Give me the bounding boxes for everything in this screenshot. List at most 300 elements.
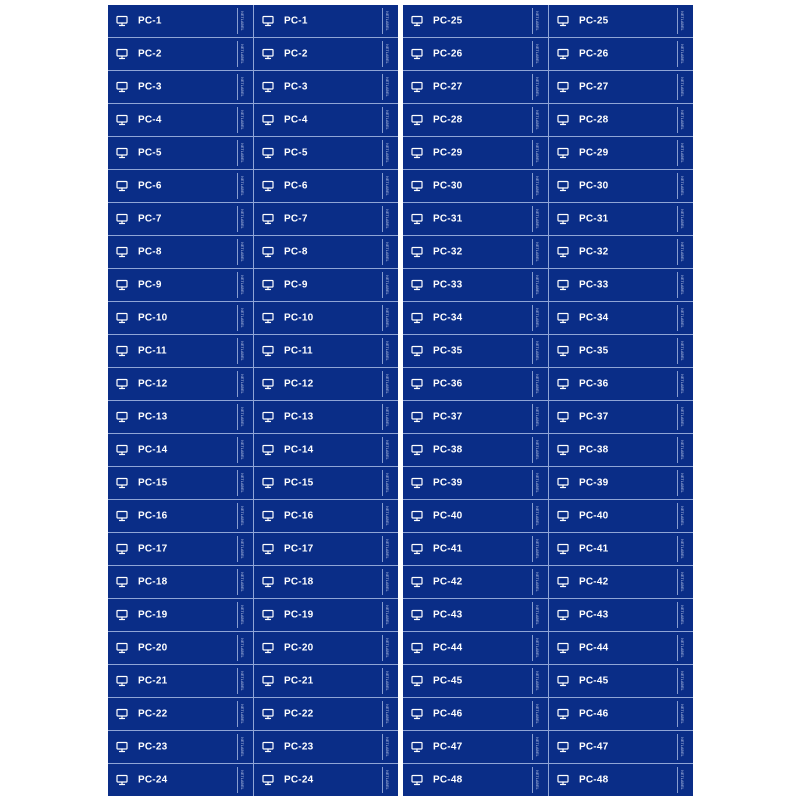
brand-strip [677, 536, 686, 562]
pc-name: PC-27 [579, 81, 609, 93]
brand-text: NETLABEL [680, 209, 684, 229]
monitor-icon [116, 708, 128, 720]
brand-text: NETLABEL [240, 308, 244, 328]
label-sheet-left [108, 5, 398, 796]
brand-strip [532, 602, 541, 628]
label-row [108, 565, 398, 598]
brand-text: NETLABEL [385, 242, 389, 262]
brand-text: NETLABEL [680, 110, 684, 130]
pc-name: PC-44 [579, 642, 609, 654]
brand-text: NETLABEL [680, 77, 684, 97]
monitor-icon [116, 741, 128, 753]
brand-strip [382, 569, 391, 595]
brand-strip [677, 140, 686, 166]
brand-strip [677, 239, 686, 265]
pc-name: PC-4 [284, 114, 308, 126]
pc-name: PC-11 [284, 345, 313, 357]
pc-name: PC-29 [433, 147, 463, 159]
pc-name: PC-10 [284, 312, 314, 324]
brand-text: NETLABEL [385, 143, 389, 163]
label-row [108, 367, 398, 400]
pc-name: PC-6 [138, 180, 162, 192]
monitor-icon [557, 444, 569, 456]
monitor-icon [116, 411, 128, 423]
monitor-icon [116, 576, 128, 588]
pc-name: PC-36 [579, 378, 609, 390]
label-row [108, 499, 398, 532]
pc-label [108, 467, 253, 499]
pc-name: PC-39 [433, 477, 463, 489]
monitor-icon [411, 543, 423, 555]
brand-strip [382, 8, 391, 34]
brand-strip [677, 338, 686, 364]
pc-name: PC-30 [579, 180, 609, 192]
pc-name: PC-7 [284, 213, 308, 225]
brand-strip [532, 173, 541, 199]
pc-name: PC-42 [579, 576, 609, 588]
monitor-icon [116, 378, 128, 390]
brand-text: NETLABEL [240, 176, 244, 196]
label-row [403, 598, 693, 631]
pc-label [403, 368, 548, 400]
pc-name: PC-39 [579, 477, 609, 489]
pc-label [253, 533, 398, 565]
pc-label [108, 137, 253, 169]
pc-label [108, 698, 253, 730]
brand-strip [677, 668, 686, 694]
brand-strip [237, 602, 246, 628]
monitor-icon [557, 279, 569, 291]
brand-text: NETLABEL [535, 572, 539, 592]
pc-label [548, 302, 693, 334]
pc-label [108, 566, 253, 598]
monitor-icon [262, 180, 274, 192]
pc-label [108, 401, 253, 433]
pc-label [548, 71, 693, 103]
brand-strip [532, 503, 541, 529]
monitor-icon [116, 180, 128, 192]
pc-name: PC-37 [433, 411, 463, 423]
label-row [108, 400, 398, 433]
brand-text: NETLABEL [680, 572, 684, 592]
brand-strip [382, 701, 391, 727]
label-row [403, 235, 693, 268]
pc-name: PC-13 [284, 411, 314, 423]
pc-name: PC-21 [284, 675, 314, 687]
monitor-icon [557, 609, 569, 621]
brand-text: NETLABEL [240, 275, 244, 295]
brand-strip [677, 404, 686, 430]
brand-text: NETLABEL [680, 638, 684, 658]
brand-text: NETLABEL [680, 308, 684, 328]
pc-label [403, 467, 548, 499]
monitor-icon [262, 246, 274, 258]
pc-name: PC-13 [138, 411, 168, 423]
monitor-icon [262, 543, 274, 555]
label-row [403, 499, 693, 532]
pc-label [403, 71, 548, 103]
brand-strip [532, 668, 541, 694]
pc-name: PC-8 [138, 246, 162, 258]
brand-text: NETLABEL [385, 440, 389, 460]
pc-label [403, 533, 548, 565]
pc-name: PC-35 [579, 345, 609, 357]
pc-name: PC-3 [284, 81, 308, 93]
pc-label [548, 632, 693, 664]
brand-text: NETLABEL [680, 605, 684, 625]
label-row [403, 37, 693, 70]
monitor-icon [557, 675, 569, 687]
pc-label [403, 566, 548, 598]
pc-label [548, 335, 693, 367]
pc-label [253, 401, 398, 433]
pc-name: PC-32 [579, 246, 609, 258]
brand-strip [677, 437, 686, 463]
monitor-icon [116, 543, 128, 555]
pc-label [108, 335, 253, 367]
monitor-icon [262, 774, 274, 786]
brand-strip [532, 107, 541, 133]
monitor-icon [116, 48, 128, 60]
label-row [403, 103, 693, 136]
pc-label [548, 665, 693, 697]
pc-label [403, 203, 548, 235]
monitor-icon [262, 147, 274, 159]
pc-label [253, 71, 398, 103]
brand-text: NETLABEL [385, 176, 389, 196]
label-row [403, 301, 693, 334]
brand-strip [237, 8, 246, 34]
brand-strip [532, 239, 541, 265]
pc-label [253, 764, 398, 796]
pc-label [108, 71, 253, 103]
pc-name: PC-26 [433, 48, 463, 60]
brand-strip [532, 635, 541, 661]
pc-name: PC-18 [284, 576, 314, 588]
brand-text: NETLABEL [385, 11, 389, 31]
brand-text: NETLABEL [385, 308, 389, 328]
pc-name: PC-10 [138, 312, 168, 324]
pc-label [108, 500, 253, 532]
brand-strip [237, 470, 246, 496]
pc-name: PC-15 [284, 477, 314, 489]
brand-text: NETLABEL [240, 341, 244, 361]
pc-name: PC-48 [433, 774, 463, 786]
pc-name: PC-42 [433, 576, 463, 588]
pc-name: PC-12 [284, 378, 314, 390]
monitor-icon [411, 774, 423, 786]
brand-text: NETLABEL [240, 407, 244, 427]
monitor-icon [116, 213, 128, 225]
brand-text: NETLABEL [240, 638, 244, 658]
label-row [403, 70, 693, 103]
brand-text: NETLABEL [535, 341, 539, 361]
monitor-icon [262, 642, 274, 654]
monitor-icon [411, 114, 423, 126]
brand-text: NETLABEL [680, 671, 684, 691]
pc-name: PC-1 [138, 15, 162, 27]
label-row [403, 664, 693, 697]
pc-name: PC-16 [284, 510, 314, 522]
brand-text: NETLABEL [535, 704, 539, 724]
monitor-icon [262, 15, 274, 27]
brand-text: NETLABEL [240, 671, 244, 691]
monitor-icon [262, 345, 274, 357]
pc-name: PC-24 [138, 774, 168, 786]
brand-strip [677, 470, 686, 496]
brand-strip [382, 74, 391, 100]
brand-text: NETLABEL [680, 11, 684, 31]
label-row [108, 730, 398, 763]
brand-text: NETLABEL [535, 539, 539, 559]
pc-name: PC-1 [284, 15, 308, 27]
brand-text: NETLABEL [680, 275, 684, 295]
pc-label [548, 368, 693, 400]
label-row [403, 400, 693, 433]
brand-text: NETLABEL [680, 44, 684, 64]
pc-name: PC-25 [433, 15, 463, 27]
pc-label [108, 764, 253, 796]
pc-label [253, 467, 398, 499]
label-row [108, 631, 398, 664]
brand-text: NETLABEL [385, 209, 389, 229]
label-row [403, 466, 693, 499]
brand-strip [382, 734, 391, 760]
monitor-icon [557, 411, 569, 423]
pc-name: PC-12 [138, 378, 168, 390]
pc-label [108, 632, 253, 664]
brand-text: NETLABEL [680, 440, 684, 460]
monitor-icon [557, 246, 569, 258]
brand-strip [532, 305, 541, 331]
brand-text: NETLABEL [535, 737, 539, 757]
brand-strip [237, 767, 246, 793]
pc-name: PC-22 [284, 708, 314, 720]
brand-strip [532, 371, 541, 397]
brand-strip [237, 74, 246, 100]
brand-text: NETLABEL [240, 209, 244, 229]
brand-strip [382, 635, 391, 661]
monitor-icon [116, 81, 128, 93]
monitor-icon [262, 609, 274, 621]
pc-name: PC-41 [579, 543, 609, 555]
brand-strip [237, 206, 246, 232]
pc-name: PC-16 [138, 510, 168, 522]
pc-label [403, 170, 548, 202]
brand-text: NETLABEL [240, 440, 244, 460]
brand-text: NETLABEL [680, 539, 684, 559]
monitor-icon [262, 213, 274, 225]
pc-label [403, 302, 548, 334]
monitor-icon [116, 147, 128, 159]
brand-text: NETLABEL [535, 506, 539, 526]
brand-strip [677, 602, 686, 628]
label-row [403, 433, 693, 466]
pc-name: PC-5 [284, 147, 308, 159]
monitor-icon [116, 675, 128, 687]
pc-label [548, 269, 693, 301]
brand-strip [677, 767, 686, 793]
label-row [108, 103, 398, 136]
brand-strip [532, 470, 541, 496]
pc-name: PC-21 [138, 675, 168, 687]
monitor-icon [557, 510, 569, 522]
monitor-icon [116, 774, 128, 786]
brand-text: NETLABEL [240, 143, 244, 163]
monitor-icon [262, 576, 274, 588]
label-row [108, 664, 398, 697]
pc-label [253, 137, 398, 169]
monitor-icon [262, 477, 274, 489]
pc-name: PC-18 [138, 576, 168, 588]
brand-text: NETLABEL [680, 407, 684, 427]
brand-text: NETLABEL [385, 77, 389, 97]
brand-text: NETLABEL [240, 605, 244, 625]
pc-label [548, 5, 693, 37]
brand-strip [382, 404, 391, 430]
brand-strip [382, 239, 391, 265]
label-row [108, 334, 398, 367]
brand-strip [677, 107, 686, 133]
pc-name: PC-17 [284, 543, 314, 555]
brand-strip [382, 107, 391, 133]
pc-name: PC-43 [433, 609, 463, 621]
monitor-icon [262, 48, 274, 60]
monitor-icon [557, 741, 569, 753]
label-row [403, 367, 693, 400]
brand-text: NETLABEL [535, 770, 539, 790]
brand-text: NETLABEL [240, 737, 244, 757]
monitor-icon [411, 147, 423, 159]
brand-text: NETLABEL [240, 11, 244, 31]
monitor-icon [262, 741, 274, 753]
brand-strip [237, 437, 246, 463]
pc-label [548, 566, 693, 598]
monitor-icon [557, 642, 569, 654]
monitor-icon [116, 444, 128, 456]
brand-text: NETLABEL [240, 374, 244, 394]
pc-label [108, 731, 253, 763]
pc-name: PC-9 [138, 279, 162, 291]
label-sheet-right [403, 5, 693, 796]
brand-text: NETLABEL [680, 242, 684, 262]
brand-strip [237, 536, 246, 562]
pc-name: PC-28 [433, 114, 463, 126]
brand-strip [677, 8, 686, 34]
pc-label [253, 434, 398, 466]
pc-name: PC-34 [433, 312, 463, 324]
brand-strip [382, 206, 391, 232]
monitor-icon [262, 708, 274, 720]
brand-strip [237, 107, 246, 133]
brand-strip [237, 140, 246, 166]
brand-strip [677, 206, 686, 232]
label-row [403, 5, 693, 37]
brand-strip [532, 536, 541, 562]
pc-name: PC-19 [138, 609, 168, 621]
brand-strip [382, 371, 391, 397]
brand-strip [382, 437, 391, 463]
pc-name: PC-28 [579, 114, 609, 126]
monitor-icon [557, 48, 569, 60]
pc-name: PC-46 [579, 708, 609, 720]
pc-label [548, 533, 693, 565]
brand-strip [237, 305, 246, 331]
monitor-icon [557, 312, 569, 324]
pc-name: PC-23 [284, 741, 314, 753]
pc-label [548, 236, 693, 268]
monitor-icon [411, 279, 423, 291]
label-row [403, 334, 693, 367]
pc-label [403, 665, 548, 697]
monitor-icon [116, 15, 128, 27]
brand-strip [382, 173, 391, 199]
brand-text: NETLABEL [385, 506, 389, 526]
brand-text: NETLABEL [535, 275, 539, 295]
pc-label [253, 335, 398, 367]
monitor-icon [116, 642, 128, 654]
brand-strip [532, 8, 541, 34]
pc-name: PC-20 [284, 642, 314, 654]
brand-strip [237, 338, 246, 364]
brand-strip [532, 767, 541, 793]
pc-name: PC-26 [579, 48, 609, 60]
brand-strip [237, 404, 246, 430]
brand-strip [382, 767, 391, 793]
monitor-icon [116, 345, 128, 357]
pc-label [403, 401, 548, 433]
label-row [403, 169, 693, 202]
label-row [403, 697, 693, 730]
monitor-icon [557, 180, 569, 192]
pc-label [253, 698, 398, 730]
pc-name: PC-8 [284, 246, 308, 258]
brand-strip [677, 41, 686, 67]
brand-text: NETLABEL [535, 605, 539, 625]
pc-label [253, 302, 398, 334]
label-row [108, 466, 398, 499]
monitor-icon [262, 378, 274, 390]
monitor-icon [411, 642, 423, 654]
pc-label [548, 170, 693, 202]
pc-label [548, 401, 693, 433]
pc-label [253, 665, 398, 697]
label-row [108, 697, 398, 730]
label-row [108, 37, 398, 70]
pc-name: PC-14 [138, 444, 168, 456]
pc-name: PC-30 [433, 180, 463, 192]
brand-strip [237, 668, 246, 694]
monitor-icon [262, 675, 274, 687]
pc-label [403, 236, 548, 268]
pc-label [548, 599, 693, 631]
monitor-icon [411, 411, 423, 423]
brand-strip [677, 734, 686, 760]
label-row [108, 268, 398, 301]
pc-name: PC-32 [433, 246, 463, 258]
brand-strip [237, 272, 246, 298]
pc-label [253, 236, 398, 268]
monitor-icon [557, 708, 569, 720]
pc-label [548, 500, 693, 532]
pc-label [253, 731, 398, 763]
monitor-icon [411, 741, 423, 753]
brand-strip [677, 173, 686, 199]
brand-text: NETLABEL [240, 77, 244, 97]
brand-strip [677, 503, 686, 529]
pc-name: PC-15 [138, 477, 168, 489]
pc-label [548, 698, 693, 730]
